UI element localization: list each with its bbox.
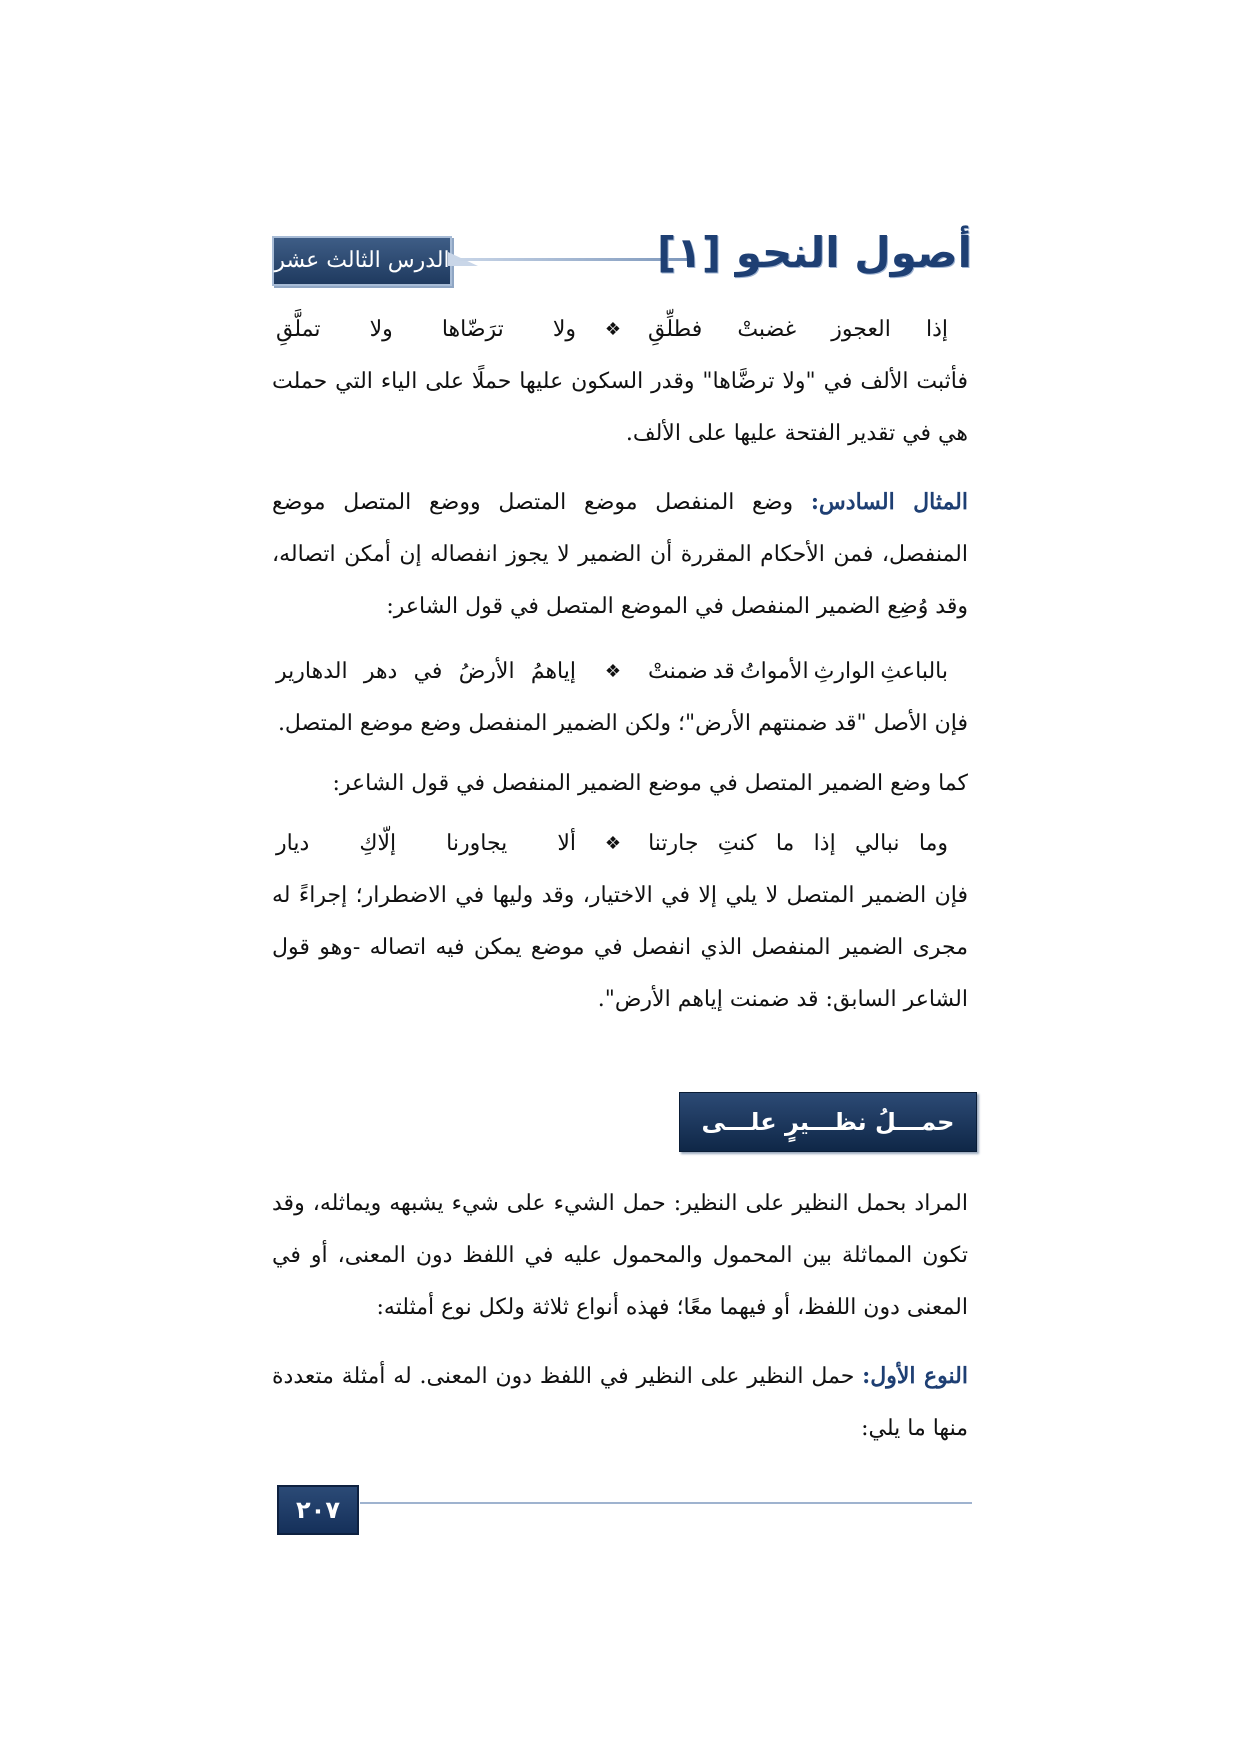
example-label: المثال السادس: — [810, 489, 969, 515]
verse-word: الأرضُ — [458, 659, 515, 684]
verse-word: كنتِ — [717, 831, 757, 856]
verse-2-second-hemistich — [276, 646, 576, 698]
verse-3 — [272, 818, 968, 870]
paragraph-text: وضع المنفصل موضع المتصل ووضع المتصل موضع المنفصل، فمن الأحكام المقررة أن الضمير لا يجوز انفصاله إن أمكن اتصاله، وقد وُضِع الضمير المنفصل في الموضع المتصل في قول الشاعر: — [272, 490, 968, 619]
paragraph-6 — [272, 1178, 968, 1334]
page-number: ٢٠٧ — [277, 1485, 359, 1535]
verse-word: ترَضّاها — [441, 317, 504, 342]
footer-rule — [360, 1502, 972, 1504]
verse-word: نبالي — [855, 831, 900, 856]
verse-word: تملَّقِ — [276, 317, 321, 342]
verse-3-second-hemistich — [276, 818, 576, 870]
verse-word: إياهمُ — [530, 659, 576, 684]
paragraph-4 — [272, 758, 968, 810]
verse-word: ألا — [557, 831, 576, 856]
verse-1 — [272, 304, 968, 356]
verse-word: ولا — [369, 317, 393, 342]
paragraph-5 — [272, 870, 968, 1026]
paragraph-text: فإن الأصل "قد ضمنتهم الأرض"؛ ولكن الضمير المنفصل وضع موضع المتصل. — [277, 711, 968, 736]
verse-word: العجوز — [831, 317, 891, 342]
verse-2 — [272, 646, 968, 698]
verse-word: فطلِّقِ — [648, 317, 703, 342]
lesson-label: الدرس الثالث عشر — [272, 236, 452, 286]
verse-word: ديار — [276, 831, 310, 856]
verse-word: ضمنتْ — [648, 659, 708, 684]
verse-word: الأمواتُ — [739, 659, 809, 684]
paragraph-3 — [272, 698, 968, 750]
paragraph-1 — [272, 356, 968, 460]
book-title: أصول النحو [١] — [657, 228, 972, 277]
verse-word: الدهارير — [276, 659, 348, 684]
verse-word: وما — [918, 831, 948, 856]
type-label: النوع الأول: — [862, 1363, 968, 1389]
verse-word: إلّاكِ — [359, 831, 397, 856]
paragraph-text: المراد بحمل النظير على النظير: حمل الشيء على شيء يشبهه ويماثله، وقد تكون المماثلة بين المحمول والمحمول عليه في اللفظ دون المعنى، أو في المعنى دون اللفظ، أو فيهما معًا؛ فهذه أنواع ثلاثة ولكل نوع أمثلته: — [272, 1191, 968, 1320]
verse-word: بالباعثِ — [880, 659, 948, 684]
verse-separator: ❖ — [604, 319, 622, 340]
verse-word: قد — [712, 659, 735, 684]
page-header — [272, 228, 972, 290]
verse-word: دهر — [363, 659, 398, 684]
verse-1-first-hemistich — [648, 304, 948, 356]
section-heading: حمـــلُ نظـــيرٍ علـــى نظـــيرٍ — [679, 1092, 977, 1152]
verse-3-first-hemistich — [648, 818, 948, 870]
paragraph-text: كما وضع الضمير المتصل في موضع الضمير المنفصل في قول الشاعر: — [332, 771, 968, 796]
verse-word: في — [413, 659, 443, 684]
verse-word: ما — [775, 831, 795, 856]
paragraph-7 — [272, 1350, 968, 1455]
verse-1-second-hemistich — [276, 304, 576, 356]
verse-word: إذا — [925, 317, 948, 342]
paragraph-text: فأثبت الألف في "ولا ترضَّاها" وقدر السكون عليها حملًا على الياء التي حملت هي في تقدير الفتحة عليها على الألف. — [272, 369, 968, 446]
paragraph-2 — [272, 476, 968, 633]
verse-word: غضبتْ — [737, 317, 797, 342]
verse-separator: ❖ — [604, 833, 622, 854]
header-rule — [454, 258, 690, 261]
paragraph-text: حمل النظير على النظير في اللفظ دون المعنى. له أمثلة متعددة منها ما يلي: — [272, 1364, 968, 1441]
verse-2-first-hemistich — [648, 646, 948, 698]
verse-word: ولا — [552, 317, 576, 342]
paragraph-text: فإن الضمير المتصل لا يلي إلا في الاختيار، وقد وليها في الاضطرار؛ إجراءً له مجرى الضمير المنفصل الذي انفصل في موضع يمكن فيه اتصاله -وهو قول الشاعر السابق: قد ضمنت إياهم الأرض". — [272, 883, 968, 1012]
verse-word: جارتنا — [648, 831, 699, 856]
verse-word: الوارثِ — [813, 659, 876, 684]
verse-word: يجاورنا — [446, 831, 508, 856]
verse-separator: ❖ — [604, 661, 622, 682]
verse-word: إذا — [813, 831, 836, 856]
